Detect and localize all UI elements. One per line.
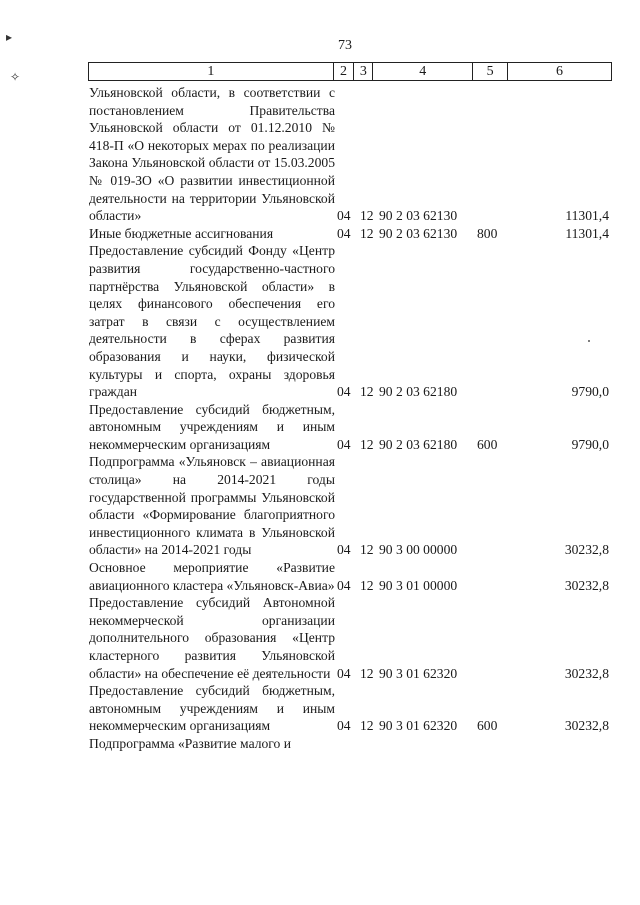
header-col-1: 1	[89, 63, 334, 80]
header-col-5: 5	[473, 63, 508, 80]
row-codes	[335, 436, 609, 454]
row-description: Предоставление субсидий Фонду «Центр развития государственно-частного партнёрства Ульяновской области» в целях финансового обеспечения его затрат в связи с осуществлением деятельности в сферах развития образования и науки, физической культуры и спорта, охраны здоровья граждан	[89, 243, 335, 400]
amount: 30232,8	[564, 718, 609, 734]
table-row	[89, 242, 609, 400]
section-code: 04	[337, 436, 351, 452]
row-description: Иные бюджетные ассигнования	[89, 225, 274, 241]
scan-margin-mark: ▸	[6, 30, 13, 44]
row-description: Ульяновской области, в соответствии с постановлением Правительства Ульяновской области от 01.12.2010 № 418-П «О некоторых мерах по реализации Закона Ульяновской области от 15.03.2005 № 019-ЗО «О развитии инвестиционной деятельности на территории Ульяновской области»	[89, 85, 335, 224]
target-article-code: 90 2 03 62180	[379, 384, 458, 400]
row-description: Подпрограмма «Ульяновск – авиационная столица» на 2014-2021 годы государственной программы Ульяновской области «Формирование благоприятного инвестиционного климата в Ульяновской области» на 2014-2021 годы	[89, 454, 335, 558]
table-row	[89, 453, 609, 559]
amount: 30232,8	[564, 665, 609, 681]
subsection-code: 12	[360, 384, 374, 400]
target-article-code: 90 2 03 62130	[379, 225, 458, 241]
row-description: Подпрограмма «Развитие малого и	[89, 735, 292, 751]
row-codes	[335, 577, 609, 595]
row-codes	[335, 665, 609, 683]
target-article-code: 90 2 03 62130	[379, 208, 458, 224]
section-code: 04	[337, 384, 351, 400]
amount: 30232,8	[564, 542, 609, 558]
target-article-code: 90 2 03 62180	[379, 436, 458, 452]
subsection-code: 12	[360, 577, 374, 593]
header-col-4: 4	[373, 63, 473, 80]
row-codes	[335, 735, 609, 753]
section-code: 04	[337, 542, 351, 558]
scan-margin-mark: ✧	[10, 70, 21, 84]
section-code: 04	[337, 718, 351, 734]
table-header	[88, 62, 612, 81]
section-code: 04	[337, 225, 351, 241]
table-row	[89, 594, 609, 682]
subsection-code: 12	[360, 225, 374, 241]
subsection-code: 12	[360, 208, 374, 224]
target-article-code: 90 3 01 62320	[379, 665, 458, 681]
row-codes	[335, 383, 609, 401]
table-row	[89, 735, 609, 753]
row-codes	[335, 717, 609, 735]
table-row	[89, 682, 609, 735]
expense-type-code: 600	[477, 436, 498, 452]
row-codes	[335, 207, 609, 225]
expense-type-code: 800	[477, 225, 498, 241]
header-col-3: 3	[354, 63, 373, 80]
table-body	[89, 84, 609, 753]
header-col-2: 2	[334, 63, 355, 80]
amount: 30232,8	[564, 577, 609, 593]
section-code: 04	[337, 665, 351, 681]
header-col-6: 6	[556, 64, 563, 79]
subsection-code: 12	[360, 436, 374, 452]
table-row	[89, 84, 609, 225]
amount: 11301,4	[565, 225, 609, 241]
section-code: 04	[337, 208, 351, 224]
row-description: Предоставление субсидий бюджетным, автономным учреждениям и иным некоммерческим организациям	[89, 401, 335, 452]
row-description: Предоставление субсидий Автономной некоммерческой организации дополнительного образования «Центр кластерного развития Ульяновской области» на обеспечение её деятельности	[89, 595, 335, 681]
table-row	[89, 225, 609, 243]
row-description: Основное мероприятие «Развитие авиационного кластера «Ульяновск-Авиа»	[89, 560, 335, 593]
target-article-code: 90 3 01 00000	[379, 577, 458, 593]
amount: 9790,0	[571, 384, 609, 400]
row-codes	[335, 541, 609, 559]
page-number: 73	[338, 38, 352, 53]
table-row	[89, 559, 609, 594]
row-description: Предоставление субсидий бюджетным, автономным учреждениям и иным некоммерческим организациям	[89, 683, 335, 734]
expense-type-code: 600	[477, 718, 498, 734]
amount: 9790,0	[571, 436, 609, 452]
table-row	[89, 401, 609, 454]
subsection-code: 12	[360, 718, 374, 734]
target-article-code: 90 3 00 00000	[379, 542, 458, 558]
section-code: 04	[337, 577, 351, 593]
row-codes	[335, 225, 609, 243]
subsection-code: 12	[360, 665, 374, 681]
amount: 11301,4	[565, 208, 609, 224]
subsection-code: 12	[360, 542, 374, 558]
target-article-code: 90 3 01 62320	[379, 718, 458, 734]
